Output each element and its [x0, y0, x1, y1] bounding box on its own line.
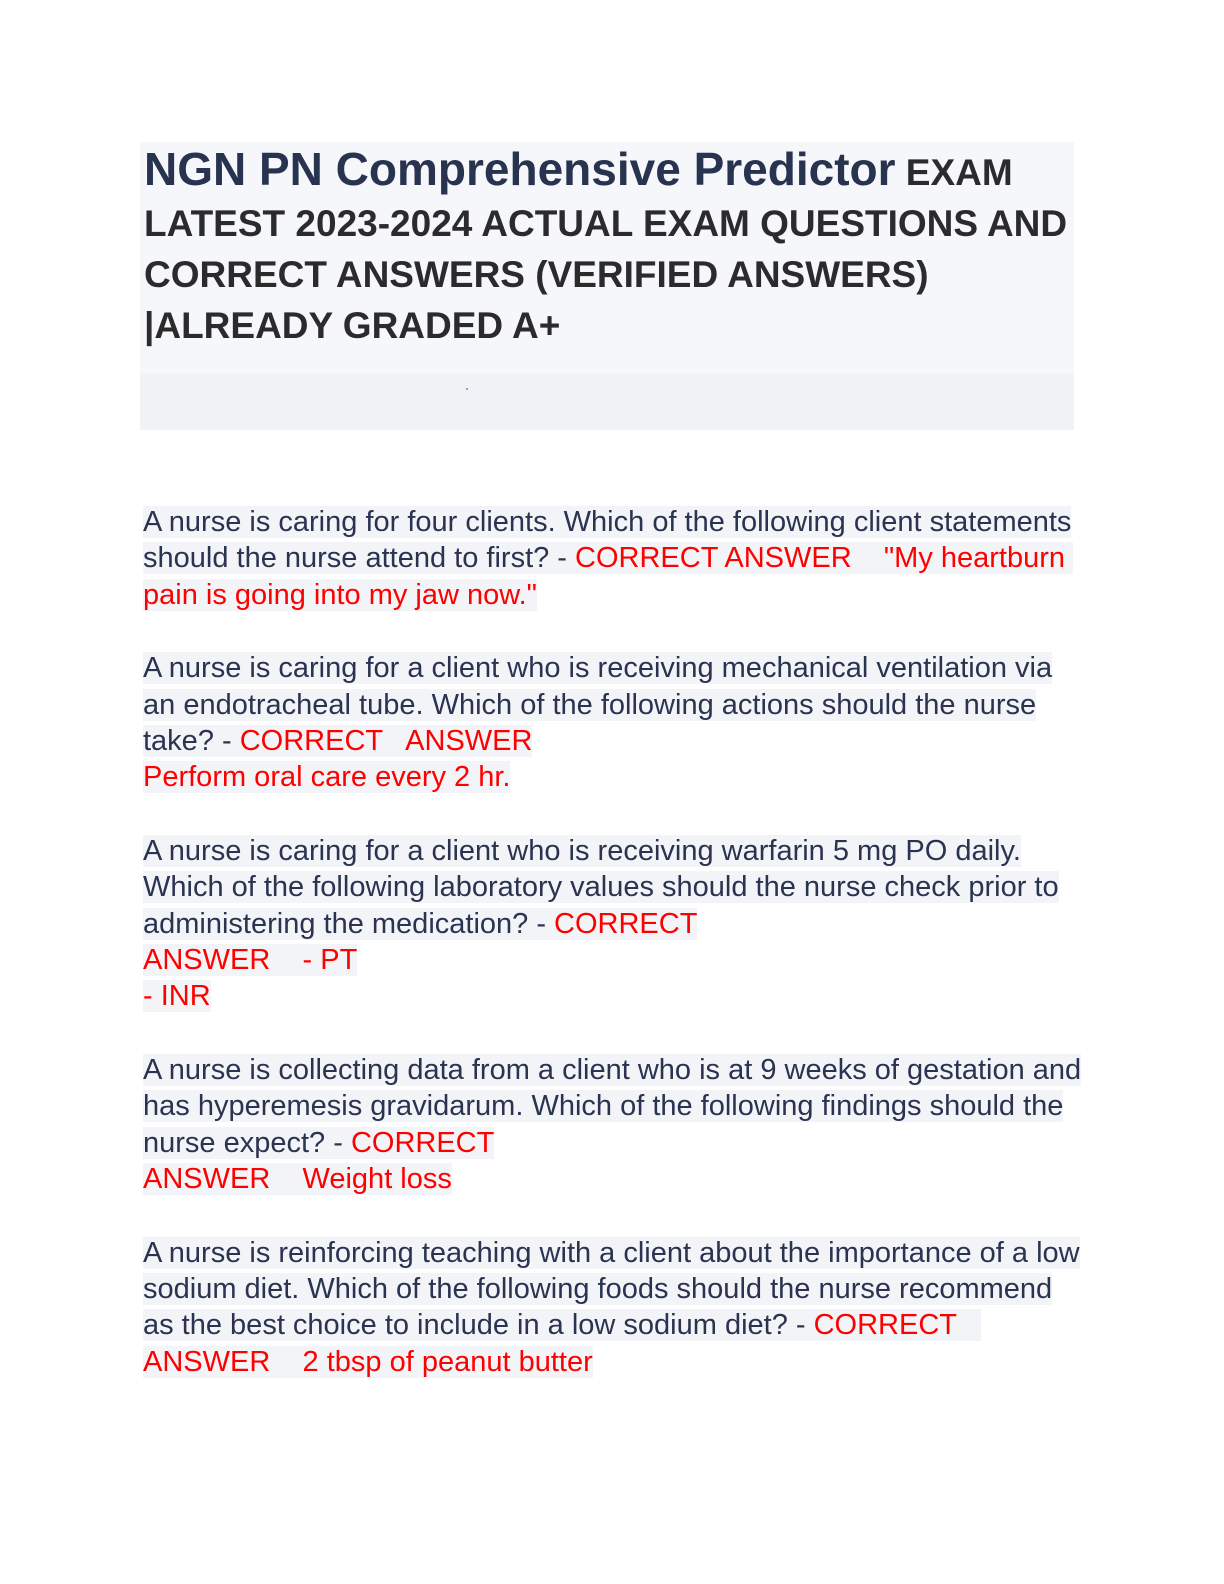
qa-list — [143, 504, 1083, 1417]
qa-item — [143, 833, 1083, 1015]
answer-text: CORRECT ANSWER Weight loss — [143, 1126, 495, 1196]
answer-text: CORRECT ANSWER "My heartburn pain is going into my jaw now." — [143, 542, 1074, 611]
question-text: A nurse is caring for a client who is receiving mechanical ventilation via an endotracheal tube. Which of the following actions should the nurse take? - — [143, 652, 1053, 758]
title-block — [140, 142, 1074, 430]
title-main: NGN PN Comprehensive Predictor — [144, 143, 896, 195]
question-text: A nurse is caring for a client who is receiving warfarin 5 mg PO daily. Which of the following laboratory values should the nurse check prior to administering the medication? - — [143, 834, 1059, 940]
answer-text: CORRECT ANSWER - PT - INR — [143, 907, 698, 1013]
qa-item — [143, 1052, 1083, 1198]
title-rest: EXAM LATEST 2023-2024 ACTUAL EXAM QUESTIONS AND CORRECT ANSWERS (VERIFIED ANSWERS) |ALREADY GRADED A+ — [144, 152, 1068, 346]
title-band — [140, 374, 1074, 430]
answer-text: CORRECT ANSWER Perform oral care every 2 hr. — [143, 725, 533, 794]
qa-item — [143, 650, 1083, 796]
decorative-dot — [466, 388, 468, 390]
question-text: A nurse is collecting data from a client who is at 9 weeks of gestation and has hyperemesis gravidarum. Which of the following findings should the nurse expect? - — [143, 1053, 1082, 1159]
question-text: A nurse is caring for four clients. Which of the following client statements should the nurse attend to first? - — [143, 506, 1072, 575]
qa-item — [143, 504, 1083, 613]
question-text: A nurse is reinforcing teaching with a client about the importance of a low sodium diet. Which of the following foods should the nurse recommend as the best choice to include in a low sodium diet? - — [143, 1236, 1080, 1342]
qa-item — [143, 1235, 1083, 1381]
answer-text: CORRECT ANSWER 2 tbsp of peanut butter — [143, 1309, 982, 1378]
document-title — [144, 144, 1074, 351]
